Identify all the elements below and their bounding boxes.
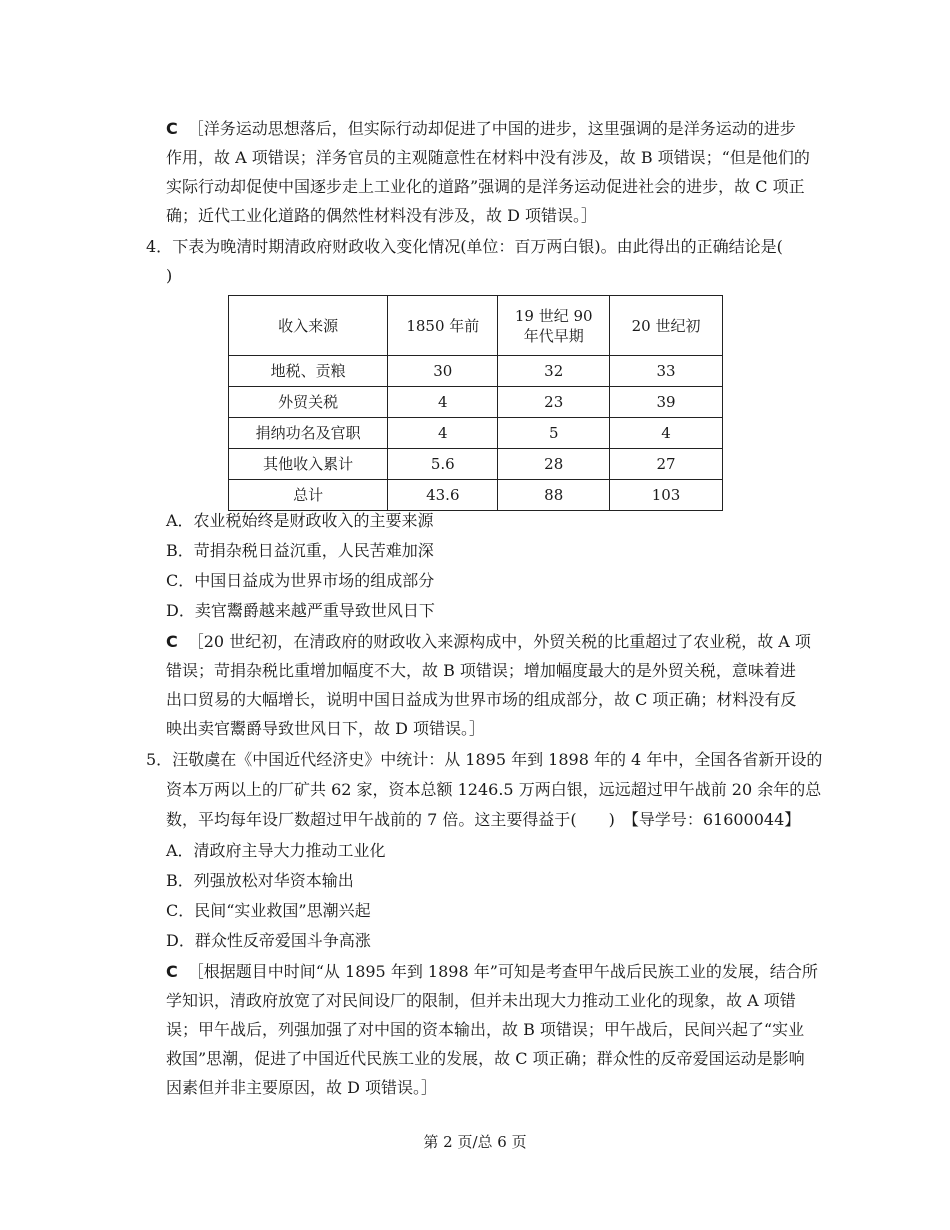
answer-5-line-2: 学知识，清政府放宽了对民间设厂的限制，但并未出现大力推动工业化的现象，故 A 项错 [166,991,796,1010]
answer-3-line-3: 实际行动却促使中国逐步走上工业化的道路”强调的是洋务运动促进社会的进步，故 C 项正 [166,177,805,196]
question-4-line-1 [146,237,796,257]
table-cell: 28 [498,449,610,480]
table-row [229,356,723,387]
question-5-line-2: 资本万两以上的厂矿共 62 家，资本总额 1246.5 万两白银，远远超过甲午战前 20 余年的总 [166,780,822,799]
table-cell: 总计 [229,480,388,511]
table-header-cell: 20 世纪初 [610,296,723,356]
answer-5-line-5: 因素但并非主要原因，故 D 项错误。］ [166,1078,438,1097]
table-header-cell [498,296,610,356]
table-row [229,387,723,418]
table-cell: 4 [388,387,498,418]
table-row [229,480,723,511]
question-5-option-b: B．列强放松对华资本输出 [166,871,354,890]
question-number: 4． [146,237,173,256]
table-cell: 27 [610,449,723,480]
page-number: 第 2 页/总 6 页 [423,1133,527,1151]
table-cell: 30 [388,356,498,387]
table-cell: 5.6 [388,449,498,480]
table-cell: 88 [498,480,610,511]
answer-letter: C [166,962,178,981]
question-4-option-d: D．卖官鬻爵越来越严重导致世风日下 [166,601,435,620]
question-5-line-1 [146,750,823,770]
answer-4-line-2: 错误；苛捐杂税比重增加幅度不大，故 B 项错误；增加幅度最大的是外贸关税，意味着进 [166,661,796,680]
answer-letter: C [166,632,178,651]
table-cell: 外贸关税 [229,387,388,418]
question-4-line-2: ) [166,266,173,285]
answer-text: ［根据题目中时间“从 1895 年到 1898 年”可知是考查甲午战后民族工业的发展，结合所 [187,962,818,981]
question-number: 5． [146,750,173,769]
question-5-option-c: C．民间“实业救国”思潮兴起 [166,901,371,920]
answer-letter: C [166,119,178,138]
answer-4-line-1 [166,632,816,652]
table-cell: 103 [610,480,723,511]
table-cell: 43.6 [388,480,498,511]
answer-3-line-2: 作用，故 A 项错误；洋务官员的主观随意性在材料中没有涉及，故 B 项错误；“但是他们的 [166,148,810,167]
table-row [229,449,723,480]
question-text: 汪敬虞在《中国近代经济史》中统计：从 1895 年到 1898 年的 4 年中，全国各省新开设的 [172,750,823,769]
table-cell: 捐纳功名及官职 [229,418,388,449]
table-cell: 4 [388,418,498,449]
table-cell: 32 [498,356,610,387]
question-5-option-a: A．清政府主导大力推动工业化 [166,841,386,860]
answer-text: ［洋务运动思想落后，但实际行动却促进了中国的进步，这里强调的是洋务运动的进步 [187,119,796,138]
table-cell: 其他收入累计 [229,449,388,480]
table-cell: 33 [610,356,723,387]
header-line: 19 世纪 90 [514,306,593,325]
table-header-cell: 1850 年前 [388,296,498,356]
table-cell: 4 [610,418,723,449]
question-4-option-b: B．苛捐杂税日益沉重，人民苦难加深 [166,541,434,560]
answer-3-line-4: 确；近代工业化道路的偶然性材料没有涉及，故 D 项错误。］ [166,206,598,225]
table-cell: 23 [498,387,610,418]
question-4-option-a: A．农业税始终是财政收入的主要来源 [166,511,434,530]
answer-5-line-4: 救国”思潮，促进了中国近代民族工业的发展，故 C 项正确；群众性的反帝爱国运动是影响 [166,1049,805,1068]
answer-5-line-1 [166,962,816,982]
header-line: 年代早期 [523,326,584,345]
table-row [229,418,723,449]
table-cell: 39 [610,387,723,418]
table-header-cell: 收入来源 [229,296,388,356]
answer-text: ［20 世纪初，在清政府的财政收入来源构成中，外贸关税的比重超过了农业税，故 A 项 [187,632,811,651]
answer-4-line-4: 映出卖官鬻爵导致世风日下，故 D 项错误。］ [166,719,486,738]
question-4-option-c: C．中国日益成为世界市场的组成部分 [166,571,435,590]
question-text: 下表为晚清时期清政府财政收入变化情况(单位：百万两白银)。由此得出的正确结论是( [172,237,783,256]
answer-5-line-3: 误；甲午战后，列强加强了对中国的资本输出，故 B 项错误；甲午战后，民间兴起了“实业 [166,1020,805,1039]
table-cell: 地税、贡粮 [229,356,388,387]
table-cell: 5 [498,418,610,449]
question-5-option-d: D．群众性反帝爱国斗争高涨 [166,931,371,950]
finance-table [228,295,723,511]
answer-4-line-3: 出口贸易的大幅增长，说明中国日益成为世界市场的组成部分，故 C 项正确；材料没有反 [166,690,797,709]
table-header-row [229,296,723,356]
question-5-line-3: 数，平均每年设厂数超过甲午战前的 7 倍。这主要得益于( ) 【导学号：61600044】 [166,810,801,829]
answer-3-line-1 [166,119,816,139]
